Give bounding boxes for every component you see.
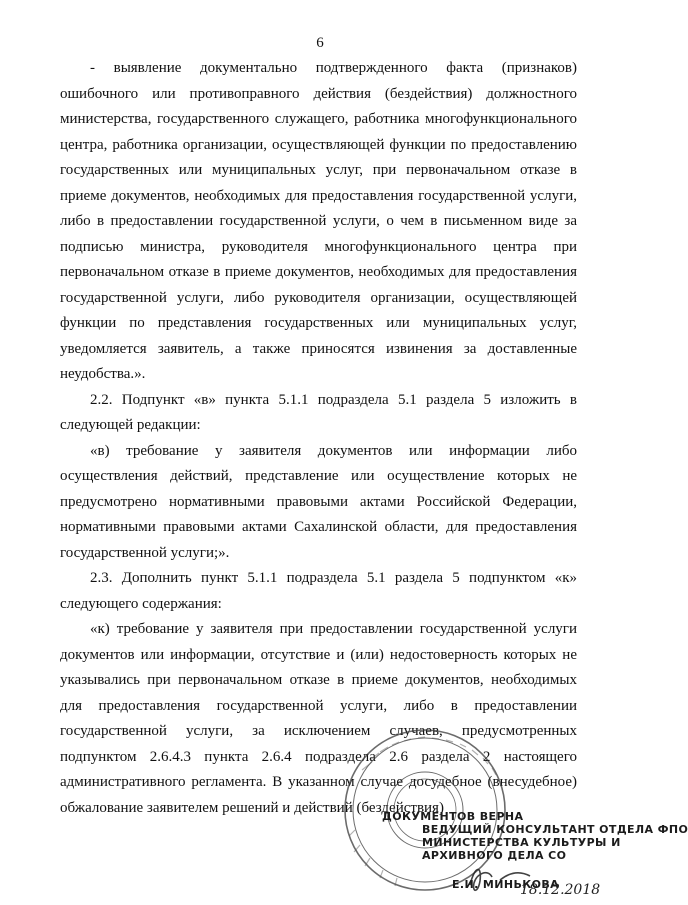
page-number: 6	[316, 35, 324, 51]
certification-signer: Е.И. МИНЬКОВА	[452, 878, 560, 891]
paragraph-2-2: 2.2. Подпункт «в» пункта 5.1.1 подраздела 5.1 раздела 5 изложить в следующей редакции:	[60, 391, 577, 433]
paragraph-2-3: 2.3. Дополнить пункт 5.1.1 подраздела 5.1 раздела 5 подпунктом «к» следующего содержания:	[60, 570, 577, 612]
handwritten-date: 18.12.2018	[520, 882, 601, 898]
paragraph-subpoint-v: «в) требование у заявителя документов или информации либо осуществления действий, представление или осуществление которых не предусмотрено нормативными правовыми актами Российской Федерации, нормативными правовыми актами Сахалинской области, для предоставления государственной услуги;».	[60, 442, 577, 561]
certification-stamp	[382, 810, 688, 891]
certification-line-1: ДОКУМЕНТОВ ВЕРНА	[382, 810, 524, 823]
paragraph-subpoint-k: «к) требование у заявителя при предоставлении государственной услуги документов или информации, отсутствие и (или) недостоверность которых не указывались при первоначальном отказе в приеме документов, необходимых для предоставления государственной услуги, либо в предоставлении государственной услуги, за исключением случаев, предусмотренных подпунктом 2.6.4.3 пункта 2.6.4 подраздела 2.6 раздела 2 настоящего административного регламента. В указанном случае досудебное (внесудебное) обжалование заявителем решений и действий (бездействия)	[60, 621, 577, 816]
certification-line-2: ВЕДУЩИЙ КОНСУЛЬТАНТ ОТДЕЛА ФПО	[422, 823, 688, 836]
certification-line-3: МИНИСТЕРСТВА КУЛЬТУРЫ И	[422, 836, 621, 849]
certification-line-4: АРХИВНОГО ДЕЛА СО	[422, 849, 567, 862]
paragraph-violation-fact: - выявление документально подтвержденного факта (признаков) ошибочного или противоправного действия (бездействия) должностного министерства, государственного служащего, работника многофункционального центра, работника организации, осуществляющей функции по предоставлению государственных или муниципальных услуг, при первоначальном отказе в приеме документов, необходимых для предоставления государственной услуги, либо в предоставлении государственной услуги, о чем в письменном виде за подписью министра, руководителя многофункционального центра при первоначальном отказе в приеме документов, необходимых для предоставления государственной услуги, либо руководителя организации, осуществляющей функции по представления государственных или муниципальных услуг, уведомляется заявитель, а также приносятся извинения за доставленные неудобства.».	[60, 60, 577, 382]
